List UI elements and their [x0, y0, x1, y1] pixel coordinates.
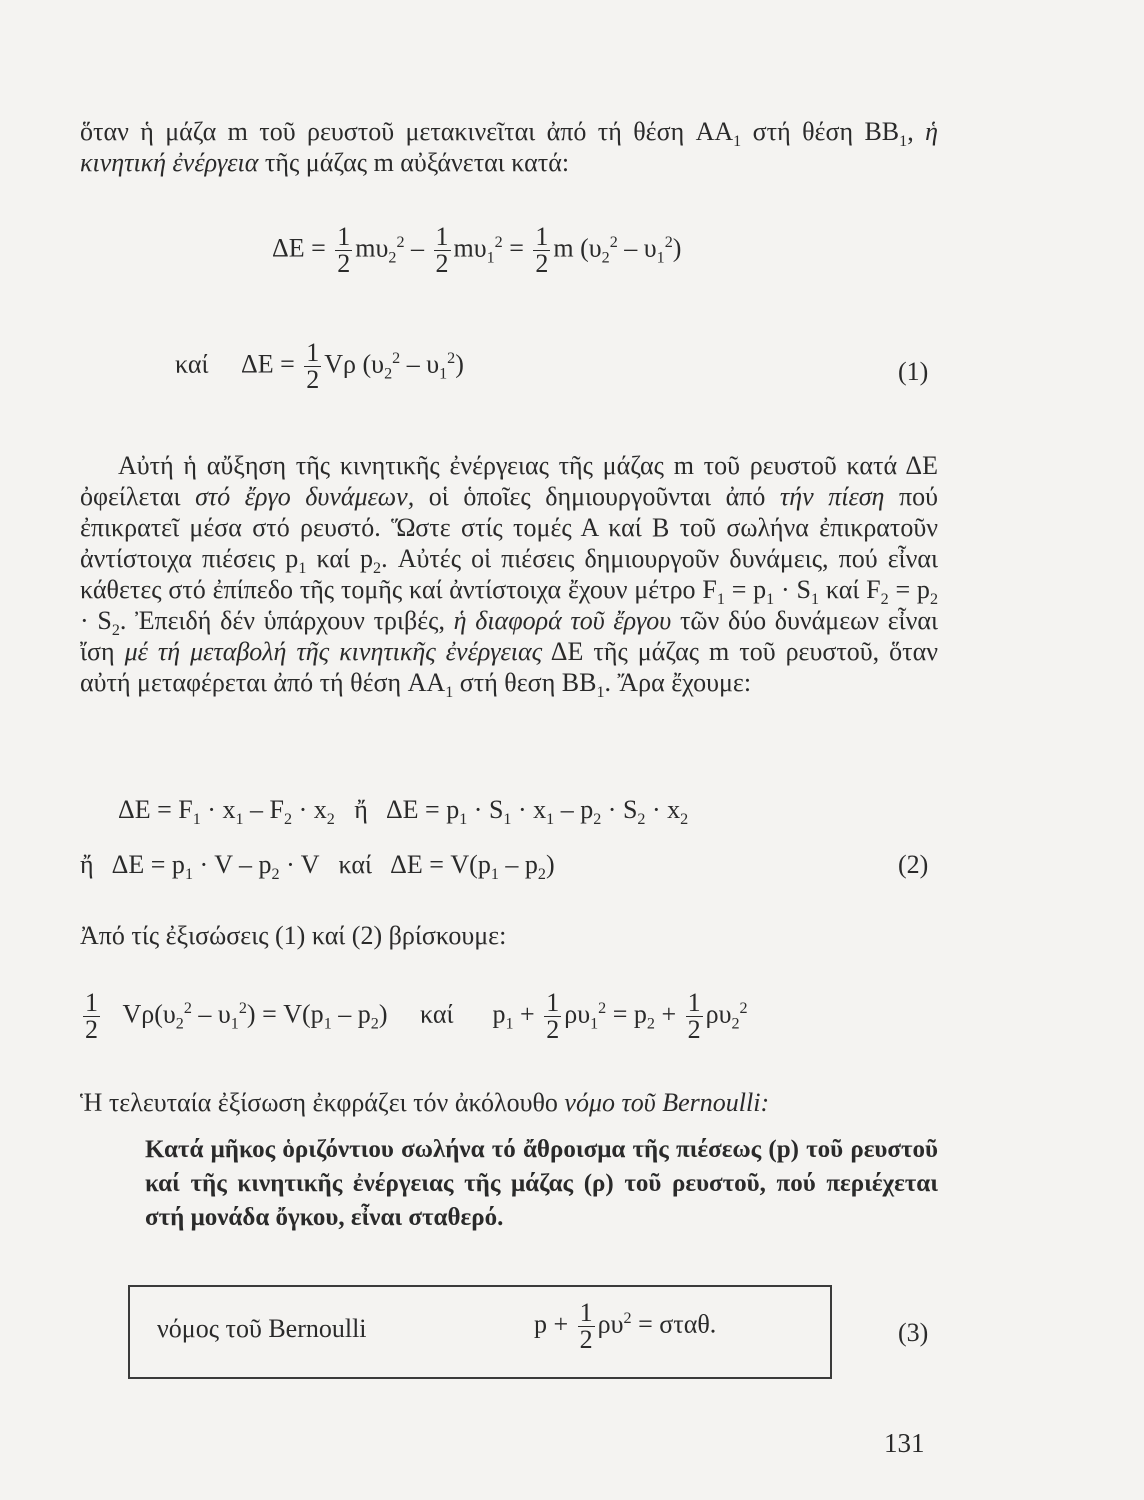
eq-term: ) — [672, 233, 682, 263]
text: = p — [724, 575, 767, 604]
subscript: 1 — [298, 560, 307, 578]
subscript: 1 — [656, 249, 665, 267]
eq-term: · x — [645, 795, 681, 824]
eq-term: p — [492, 999, 506, 1029]
superscript: 2 — [739, 999, 748, 1017]
subscript: 2 — [646, 1015, 655, 1033]
numerator: 1 — [579, 1298, 593, 1327]
subscript: 1 — [184, 866, 193, 884]
eq-term: · S — [601, 795, 638, 824]
eq-term: = — [502, 233, 531, 263]
text: οἱ ὁποῖες δημιουργοῦνται ἀπό — [414, 482, 780, 511]
denominator: 2 — [535, 249, 549, 278]
text: = p — [888, 575, 930, 604]
superscript: 2 — [238, 999, 247, 1017]
subscript: 1 — [439, 365, 448, 383]
subscript: 2 — [637, 811, 646, 829]
eq-term: – υ — [191, 999, 231, 1029]
eq-term: – υ — [400, 349, 440, 379]
subscript: 2 — [880, 591, 889, 609]
text: Ἀπό τίς ἐξισώσεις (1) καί (2) βρίσκουμε: — [80, 921, 507, 950]
eq-term: – F — [243, 795, 284, 824]
equation-number-1: (1) — [898, 357, 929, 386]
text: ΔΕ τῆς μάζας m τοῦ ρευστοῦ, ὅταν αὐτή μεταφέρεται ἀπό τή θέση AA — [80, 637, 938, 697]
eq-term: · x — [511, 795, 547, 824]
denominator: 2 — [337, 249, 351, 278]
subscript: 1 — [716, 591, 725, 609]
italic-term: νόμο τοῦ Bernoulli: — [564, 1088, 770, 1117]
numerator: 1 — [306, 338, 320, 367]
text: ὅταν ἡ μάζα m τοῦ ρευστοῦ μετακινεῖται ἀπό τή θέση AA — [80, 117, 734, 146]
eq-term: + — [513, 999, 542, 1029]
numerator: 1 — [337, 222, 351, 251]
eq-term: ρυ — [564, 999, 591, 1029]
text: καί p — [306, 544, 374, 573]
eq-term: · V – p — [193, 850, 272, 879]
subscript: 1 — [235, 811, 244, 829]
subscript: 1 — [230, 1015, 239, 1033]
fraction-one-half — [83, 990, 100, 1043]
text: στή θέση BB — [741, 117, 900, 146]
subscript: 1 — [590, 1015, 599, 1033]
eq-term: – υ — [617, 233, 657, 263]
equation-work-difference — [118, 795, 689, 829]
bernoulli-law-statement: Κατά μῆκος ὁριζόντιου σωλήνα τό ἄθροισμα τῆς πιέσεως (p) τοῦ ρευστοῦ καί τῆς κινητικῆς ἐνέργειας τῆς μάζας (ρ) τοῦ ρευστοῦ, πού περιέχεται στή μονάδα ὄγκου, εἶναι σταθερό. — [145, 1136, 938, 1231]
eq-term: · x — [292, 795, 327, 824]
italic-term: ἡ κινητική ἐνέργεια — [80, 117, 939, 177]
equation-number-2: (2) — [898, 850, 929, 879]
eq-term: = σταθ. — [631, 1309, 717, 1339]
eq-term: · S — [467, 795, 504, 824]
bernoulli-formula — [534, 1300, 716, 1353]
eq-term: ) — [378, 999, 388, 1029]
subscript: 2 — [680, 811, 689, 829]
eq-term: ΔΕ = F — [118, 795, 193, 824]
superscript: 2 — [664, 233, 673, 251]
subscript: 2 — [373, 560, 382, 578]
subscript: 1 — [810, 591, 820, 609]
subscript: 2 — [326, 811, 335, 829]
fraction-one-half — [304, 340, 321, 393]
text: στή θεση BB — [453, 668, 597, 697]
numerator: 1 — [435, 222, 449, 251]
superscript: 2 — [392, 349, 401, 367]
fraction-one-half — [335, 224, 352, 277]
equation-delta-e-pressure — [80, 850, 555, 884]
eq-term: ) — [545, 850, 555, 879]
equation-delta-e-mass — [272, 224, 681, 277]
subscript: 1 — [505, 1015, 514, 1033]
equation-derivation — [80, 990, 748, 1043]
subscript: 1 — [733, 133, 742, 151]
text: τῶν δύο δυνάμεων εἶναι ἴση — [80, 606, 938, 666]
eq-term: p + — [534, 1309, 575, 1339]
text: καί F — [819, 575, 881, 604]
paragraph-work-of-forces — [80, 450, 938, 702]
denominator: 2 — [306, 365, 320, 394]
text: Ἡ τελευταία ἐξίσωση ἐκφράζει τόν ἀκόλουθο — [80, 1088, 565, 1117]
denominator: 2 — [579, 1325, 593, 1354]
italic-term: τήν πίεση — [779, 482, 885, 511]
eq-term: – p — [498, 850, 538, 879]
eq-term: ρυ — [597, 1309, 624, 1339]
eq-term: ρυ — [705, 999, 732, 1029]
paragraph-bernoulli-intro — [80, 1087, 938, 1118]
eq-term: mυ — [355, 233, 389, 263]
subscript: 2 — [388, 249, 397, 267]
numerator: 1 — [687, 988, 701, 1017]
eq-term: – p — [331, 999, 371, 1029]
text: τῆς μάζας m αὐξάνεται κατά: — [258, 148, 570, 177]
fraction-one-half — [686, 990, 703, 1043]
text: . Ἐπειδή δέν ὑπάρχουν τριβές, — [119, 606, 454, 635]
eq-term: – p — [554, 795, 594, 824]
superscript: 2 — [396, 233, 405, 251]
eq-term: + — [654, 999, 683, 1029]
word-kai: καί — [419, 999, 454, 1029]
box-label: νόμος τοῦ Bernoulli — [157, 1314, 367, 1343]
subscript: 2 — [175, 1015, 184, 1033]
paragraph-kinetic-energy-intro — [80, 116, 938, 178]
italic-term: ἡ διαφορά τοῦ ἔργου — [453, 606, 672, 635]
text: . Αὐτές οἱ πιέσεις δημιουργοῦν δυνάμεις, πού εἶναι κάθετες στό ἐπίπεδο τῆς τομῆς καί ἀντίστοιχα ἔχουν μέτρο F — [80, 544, 938, 604]
eq-term: ) — [455, 349, 464, 379]
subscript: 2 — [271, 866, 280, 884]
equation-number-3: (3) — [898, 1318, 929, 1347]
subscript: 2 — [601, 249, 610, 267]
subscript: 1 — [323, 1015, 332, 1033]
subscript: 1 — [459, 811, 468, 829]
eq-term: = p — [606, 999, 647, 1029]
superscript: 2 — [183, 999, 192, 1017]
eq-term: mυ — [453, 233, 487, 263]
eq-term: – — [404, 233, 431, 263]
eq-term: m (υ — [553, 233, 602, 263]
superscript: 2 — [447, 349, 456, 367]
subscript: 2 — [593, 811, 602, 829]
subscript: 1 — [766, 591, 775, 609]
equation-delta-e-volume — [175, 340, 464, 393]
subscript: 1 — [192, 811, 201, 829]
subscript: 1 — [899, 133, 908, 151]
text: . Ἄρα ἔχουμε: — [604, 668, 752, 697]
subscript: 2 — [284, 811, 293, 829]
fraction-one-half — [578, 1300, 595, 1353]
subscript: 1 — [503, 811, 512, 829]
subscript: 2 — [929, 591, 938, 609]
denominator: 2 — [687, 1015, 701, 1044]
superscript: 2 — [598, 999, 607, 1017]
superscript: 2 — [623, 1309, 632, 1327]
denominator: 2 — [435, 249, 449, 278]
fraction-one-half — [544, 990, 561, 1043]
subscript: 2 — [111, 622, 120, 640]
subscript: 2 — [384, 365, 393, 383]
subscript: 2 — [370, 1015, 379, 1033]
text: , — [907, 117, 926, 146]
subscript: 1 — [445, 684, 454, 702]
subscript: 1 — [546, 811, 555, 829]
fraction-one-half — [434, 224, 451, 277]
page-number: 131 — [884, 1428, 925, 1458]
subscript: 1 — [490, 866, 499, 884]
text: · S — [774, 575, 811, 604]
eq-lhs: ΔΕ = — [241, 349, 295, 379]
eq-lhs: ΔΕ = — [272, 233, 326, 263]
paragraph-from-equations — [80, 920, 938, 951]
subscript: 2 — [537, 866, 546, 884]
eq-term: ἤ ΔΕ = p — [80, 850, 185, 879]
denominator: 2 — [85, 1015, 98, 1044]
eq-term: · V καί ΔΕ = V(p — [279, 850, 491, 879]
text: · S — [80, 606, 112, 635]
eq-term: ἤ ΔΕ = p — [334, 795, 460, 824]
numerator: 1 — [546, 988, 560, 1017]
numerator: 1 — [535, 222, 549, 251]
denominator: 2 — [546, 1015, 560, 1044]
fraction-one-half — [533, 224, 550, 277]
eq-term: Vρ (υ — [324, 349, 385, 379]
italic-term: μέ τή μεταβολή τῆς κινητικῆς ἐνέργειας — [124, 637, 543, 666]
text: πού ἐπικρατεῖ μέσα στό ρευστό. Ὥστε στίς τομές Α καί Β τοῦ σωλήνα ἐπικρατοῦν ἀντίστοιχα πιέσεις p — [80, 482, 938, 573]
word-kai: καί — [175, 349, 209, 379]
subscript: 2 — [731, 1015, 740, 1033]
numerator: 1 — [85, 988, 98, 1017]
superscript: 2 — [609, 233, 618, 251]
subscript: 1 — [486, 249, 495, 267]
superscript: 2 — [494, 233, 503, 251]
eq-term: ) = V(p — [246, 999, 324, 1029]
italic-term: στό ἔργο δυνάμεων, — [195, 482, 415, 511]
eq-term: Vρ(υ — [122, 999, 176, 1029]
bernoulli-formula-box — [128, 1285, 832, 1379]
subscript: 1 — [596, 684, 605, 702]
text: Αὐτή ἡ αὔξηση τῆς κινητικῆς ἐνέργειας τῆς μάζας m τοῦ ρευστοῦ κατά ΔΕ ὀφείλεται — [80, 451, 938, 511]
eq-term: · x — [200, 795, 236, 824]
